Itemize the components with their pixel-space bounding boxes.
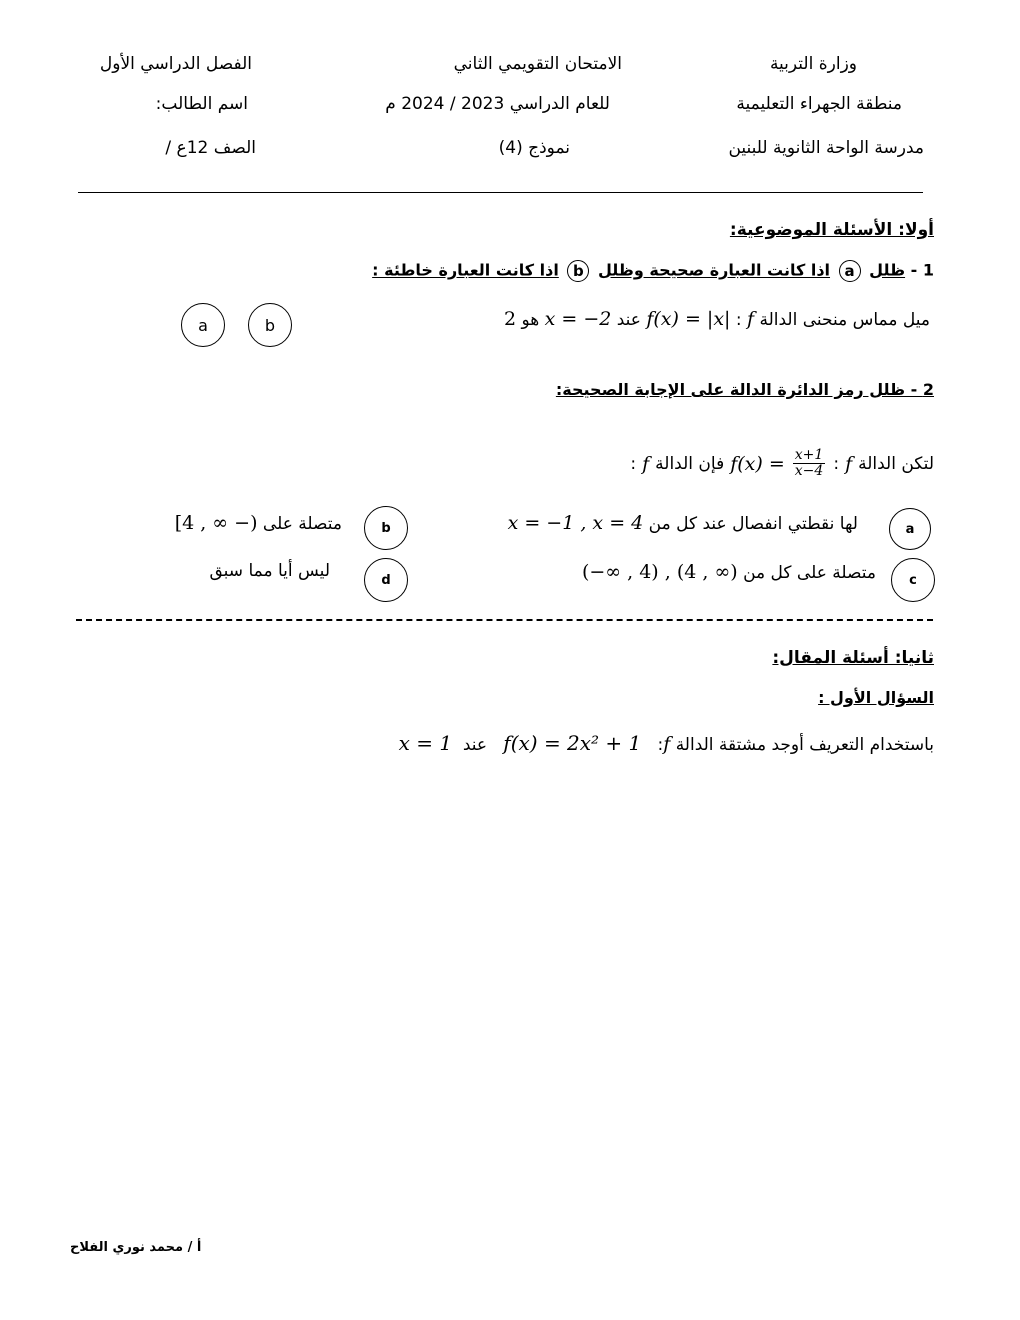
inline-circle-a-icon: a [839, 260, 861, 282]
q1-xval: x = −2 [544, 308, 612, 330]
q2-option-d-text: ليس أيا مما سبق [209, 561, 330, 581]
q1-choice-a[interactable]: a [181, 303, 225, 347]
q2-option-c-math: (−∞ , 4) , (4 , ∞) [581, 561, 738, 583]
q2-option-c [582, 561, 876, 583]
header-divider [78, 192, 923, 193]
q2-option-b [175, 512, 342, 534]
q2-denominator: x−4 [794, 463, 824, 480]
q2-choice-b[interactable]: b [364, 506, 408, 550]
q2-fraction [793, 448, 826, 480]
student-name-label: اسم الطالب: [155, 94, 248, 114]
q2-choice-a[interactable]: a [889, 508, 931, 550]
q2-option-a-math: x = −1 , x = 4 [507, 512, 644, 534]
q1-instr-shade: ظلل [869, 260, 906, 280]
q1-statement-text: ميل مماس منحنى الدالة [759, 310, 930, 330]
q1-is: هو [521, 310, 540, 330]
academic-year: للعام الدراسي 2023 / 2024 م [385, 94, 610, 114]
essay-q1-text: باستخدام التعريف أوجد مشتقة الدالة f: f(x) = 2x² + 1 عند x = 1 [398, 731, 934, 755]
q1-instruction [372, 260, 934, 282]
essay-q1-function: f(x) = 2x² + 1 [503, 731, 642, 755]
q2-function: f(x) = $\frac{x+1}{x-4}$ [730, 447, 824, 480]
exam-model: نموذج (4) [498, 138, 570, 158]
q2-intro: لتكن الدالة f : f(x) = $\frac{x+1}{x-4}$ فإن الدالة f : [630, 447, 934, 480]
q2-choice-c[interactable]: c [891, 558, 935, 602]
q1-answer: 2 [503, 308, 517, 330]
q2-title: 2 - ظلل رمز الدائرة الدالة على الإجابة الصحيحة: [555, 380, 934, 399]
inline-circle-b-icon: b [567, 260, 589, 282]
q1-instr-false: اذا كانت العبارة خاطئة : [372, 260, 559, 280]
section2-title: ثانيا: أسئلة المقال: [772, 648, 934, 668]
section1-title: أولا: الأسئلة الموضوعية: [729, 220, 934, 240]
exam-title: الامتحان التقويمي الثاني [453, 54, 622, 74]
q2-option-c-text: متصلة على كل من [743, 563, 876, 583]
q1-number: 1 - [910, 260, 934, 280]
essay-q1-at: عند [462, 735, 488, 755]
q2-option-a [508, 512, 858, 534]
essay-q1-title: السؤال الأول : [818, 688, 934, 707]
q2-intro-then: فإن الدالة [655, 453, 725, 474]
q2-intro-text: لتكن الدالة [858, 453, 934, 474]
q2-option-b-math: [4 , ∞ −) [174, 512, 258, 534]
q2-numerator: x+1 [794, 447, 824, 463]
q2-choice-d[interactable]: d [364, 558, 408, 602]
region: منطقة الجهراء التعليمية [736, 94, 902, 114]
grade-label: الصف 12ع / [165, 138, 256, 158]
section-divider [76, 619, 933, 621]
q1-choice-b[interactable]: b [248, 303, 292, 347]
teacher-name: أ / محمد نوري الفلاح [70, 1240, 202, 1255]
q1-statement: ميل مماس منحنى الدالة f : f(x) = |x| عند x = −2 هو 2 [503, 308, 930, 330]
ministry: وزارة التربية [769, 54, 857, 74]
q1-instr-true: اذا كانت العبارة صحيحة وظلل [597, 260, 831, 280]
essay-q1-instruction: باستخدام التعريف أوجد مشتقة الدالة [675, 735, 934, 755]
semester: الفصل الدراسي الأول [99, 54, 252, 74]
q2-option-a-text: لها نقطتي انفصال عند كل من [648, 514, 858, 534]
q1-function: f(x) = |x| [646, 308, 731, 330]
q1-at: عند [616, 310, 641, 330]
q2-option-b-text: متصلة على [262, 514, 342, 534]
essay-q1-xval: x = 1 [398, 731, 453, 755]
school-name: مدرسة الواحة الثانوية للبنين [728, 138, 924, 158]
